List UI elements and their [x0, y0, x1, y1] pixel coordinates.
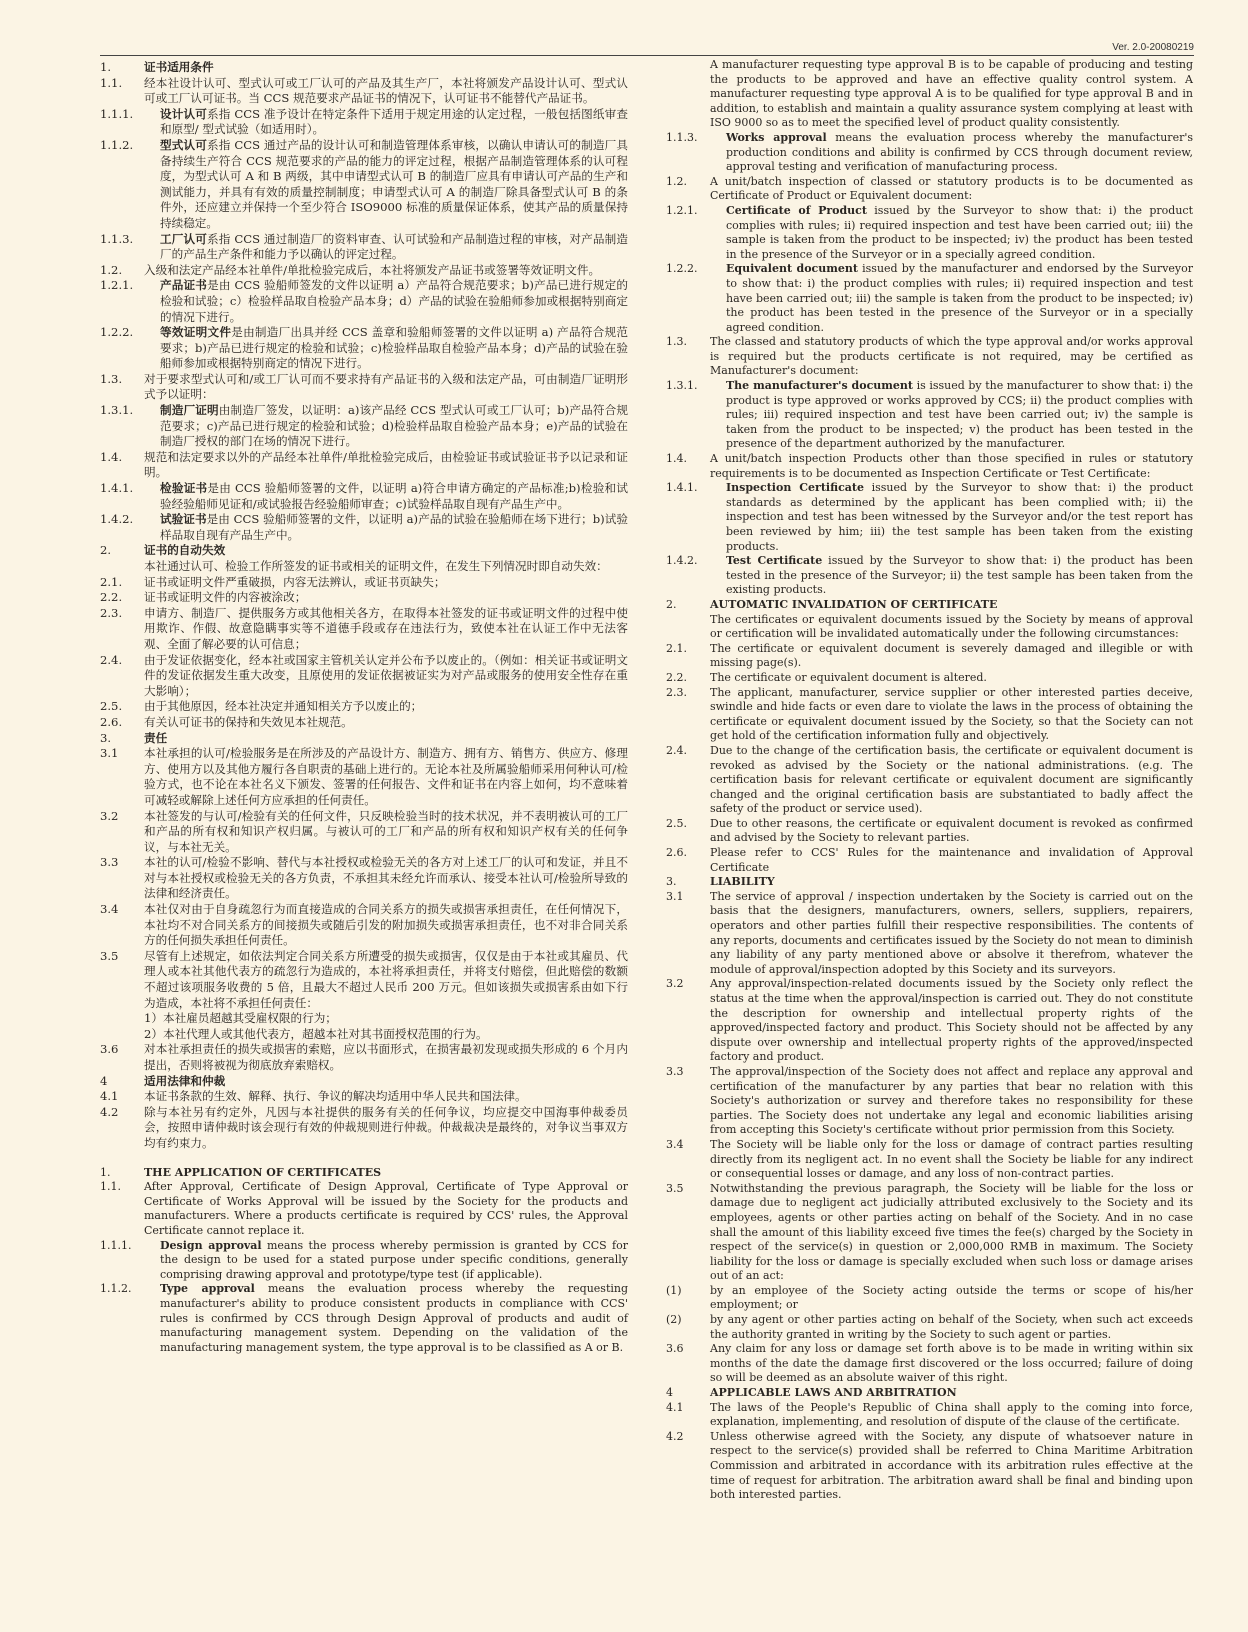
- clause-number: 3.: [666, 875, 677, 889]
- clause-number: 1.4.2.: [666, 554, 698, 568]
- clause-number: 2.2.: [666, 670, 687, 684]
- clause-body: 入级和法定产品经本社单件/单批检验完成后，本社将颁发产品证书或签署等效证明文件。: [144, 262, 601, 277]
- clause-number: 1.: [100, 1165, 111, 1179]
- clause-paragraph: [100, 1042, 628, 1073]
- clause-paragraph: [666, 977, 1193, 1065]
- clause-body: 本证书条款的生效、解释、执行、争议的解决均适用中华人民共和国法律。: [144, 1089, 527, 1104]
- clause-text: [160, 138, 628, 232]
- clause-number: 3.6: [100, 1042, 119, 1057]
- clause-number: 1.3.: [100, 371, 123, 386]
- clause-text: [726, 481, 1193, 554]
- clause-body: 由制造厂签发，以证明：a)该产品经 CCS 型式认可或工厂认可；b)产品符合规范要求；c)产品已进行规定的检验和试验；d)检验样品取自检验产品本身；e)产品的试验在制造厂授权的部门在场的情况下进行。: [160, 403, 628, 449]
- clause-paragraph: [100, 559, 628, 575]
- clause-body: 申请方、制造厂、提供服务方或其他相关各方，在取得本社签发的证书或证明文件的过程中使用欺诈、作假、故意隐瞒事实等不道德手段或存在违法行为，致使本社在认证工作中无法客观、全面了解必要的认可信息；: [144, 605, 628, 651]
- clause-paragraph: [100, 1239, 628, 1283]
- section-heading: [666, 1386, 1193, 1401]
- clause-text: [144, 606, 628, 653]
- clause-paragraph: [100, 325, 628, 372]
- clause-paragraph: [100, 403, 628, 450]
- section-heading: [666, 875, 1193, 890]
- clause-text: [726, 379, 1193, 452]
- clause-paragraph: [100, 1011, 628, 1027]
- right-column: [666, 58, 1193, 1503]
- defined-term: Inspection Certificate: [726, 481, 864, 495]
- clause-number: 4: [666, 1386, 673, 1400]
- clause-number: 3.4: [100, 902, 119, 917]
- clause-text: [144, 949, 628, 1011]
- clause-body: means the evaluation process whereby the requesting manufacturer's ability to produce consistent products in compliance with CCS' rules is confirmed by CCS through Design Approval of products and audit of manufacturing management system. Depending on the validation of the manufacturing management system, the type approval is to be classified as A or B.: [160, 1282, 629, 1354]
- clause-body: After Approval, Certificate of Design Approval, Certificate of Type Approval or Certificate of Works Approval will be issued by the Society for the products and manufacturers. Where a products certificate is required by CCS' rules, the Approval Certificate cannot replace it.: [144, 1180, 628, 1237]
- clause-text: [710, 817, 1193, 846]
- section-heading: [666, 598, 1193, 613]
- clause-text: [710, 1138, 1193, 1182]
- clause-text: [726, 554, 1193, 598]
- clause-text: [710, 1430, 1193, 1503]
- clause-number: 1.4.1.: [666, 481, 698, 495]
- clause-number: 1.4.1.: [100, 481, 134, 496]
- clause-body: 本社签发的与认可/检验有关的任何文件，只反映检验当时的技术状况，并不表明被认可的工厂和产品的所有权和知识产权归属。与被认可的工厂和产品的所有权和知识产权有关的任何争议，与本社无关。: [144, 808, 628, 854]
- clause-number: 2.2.: [100, 590, 123, 605]
- clause-number: 1.2.1.: [100, 278, 134, 293]
- clause-paragraph: [100, 949, 628, 1011]
- clause-number: 4.1: [666, 1400, 684, 1414]
- clause-body: The certificate or equivalent document is altered.: [710, 670, 987, 684]
- clause-paragraph: [100, 263, 628, 279]
- clause-number: 1.1.: [100, 75, 123, 90]
- clause-number: 3.3: [100, 855, 119, 870]
- clause-paragraph: [666, 335, 1193, 379]
- clause-body: Please refer to CCS' Rules for the maintenance and invalidation of Approval Certificate: [710, 846, 1193, 874]
- clause-body: issued by the Surveyor to show that: i) the product standards as determined by the applicant has been complied with; ii) the inspection and test has been witnessed by the Surveyor and/or the test report has been reviewed by him; iii) the test sample has been taken from the existing products.: [726, 481, 1194, 553]
- clause-text: [144, 855, 628, 902]
- clause-paragraph: [666, 1284, 1193, 1313]
- clause-text: [144, 372, 628, 403]
- clause-text: [710, 744, 1193, 817]
- clause-body: A manufacturer requesting type approval B is to be capable of producing and testing the products to be approved and have an effective quality control system. A manufacturer requesting type approval A is to be qualified for type approval B and in addition, to establish and maintain a quality assurance system complying at least with ISO 9000 so as to meet the specified level of product quality consistently.: [710, 58, 1193, 130]
- clause-text: [710, 1065, 1193, 1138]
- clause-paragraph: [100, 1282, 628, 1355]
- clause-body: issued by the Surveyor to show that: i) the product has been tested in the presence of the Surveyor; ii) the test sample has been taken from the existing products.: [726, 554, 1193, 597]
- clause-text: [710, 335, 1193, 379]
- section-heading: [100, 543, 628, 559]
- clause-paragraph: [666, 671, 1193, 686]
- clause-number: 3.6: [666, 1342, 684, 1356]
- section-title: APPLICABLE LAWS AND ARBITRATION: [710, 1386, 957, 1400]
- section-title: LIABILITY: [710, 875, 775, 889]
- clause-body: 尽管有上述规定，如依法判定合同关系方所遭受的损失或损害，仅仅是由于本社或其雇员、代理人或本社其他代表方的疏忽行为造成的，本社将承担责任，并将支付赔偿，但此赔偿的数额不超过该项服务收费的 5 倍，且最大不超过人民币 200 万元。但如该损失或损害系由如下行为造成，本社将不承担任何责任：: [144, 948, 628, 1010]
- clause-paragraph: [666, 554, 1193, 598]
- clause-text: [160, 278, 628, 325]
- clause-number: 1.2.: [100, 262, 123, 277]
- clause-number: 1.2.1.: [666, 203, 698, 217]
- clause-body: 是由 CCS 验船师签发的文件以证明 a）产品符合规范要求；b)产品已进行规定的检验和试验；c）检验样品取自检验产品本身；d）产品的试验在验船师参加或根据特别商定的情况下进行。: [160, 278, 628, 324]
- clause-body: The classed and statutory products of which the type approval and/or works approval is required but the products certificate is not required, may be certified as Manufacturer's document:: [710, 335, 1193, 378]
- clause-body: 系指 CCS 通过产品的设计认可和制造管理体系审核，以确认申请认可的制造厂具备持续生产符合 CCS 规范要求的产品的能力的评定过程，根据产品制造管理体系的认可程度，为型式认可 A 和 B 两级，其中申请型式认可 B 的制造厂应具有申请认可产品的生产和测试能力，并具有有效的质量控制制度；申请型式认可 A 的制造厂除具备型式认可 B 的条件外，还应建立并保持一个至少符合 ISO9000 标准的质量保证体系，使其产品的质量保持持续稳定。: [160, 137, 628, 230]
- clause-paragraph: [100, 855, 628, 902]
- clause-body: A unit/batch inspection of classed or statutory products is to be documented as Certificate of Product or Equivalent document:: [710, 174, 1193, 203]
- clause-number: [100, 1011, 144, 1027]
- clause-body: 本社通过认可、检验工作所签发的证书或相关的证明文件，在发生下列情况时即自动失效：: [144, 559, 608, 573]
- clause-paragraph: [100, 1105, 628, 1152]
- header-rule: [100, 55, 1194, 56]
- clause-number: 1.3.1.: [100, 403, 134, 418]
- clause-paragraph: [100, 138, 628, 232]
- clause-number: (2): [666, 1313, 682, 1327]
- clause-body: The certificates or equivalent documents issued by the Society by means of approval or certification will be invalidated automatically under the following circumstances:: [710, 612, 1193, 641]
- clause-number: 1.1.3.: [100, 231, 134, 246]
- clause-paragraph: [666, 1401, 1193, 1430]
- clause-number: 1.3.1.: [666, 379, 698, 393]
- clause-text: [144, 76, 628, 107]
- section-heading: [100, 1074, 628, 1090]
- clause-number: 2.6.: [666, 846, 687, 860]
- clause-body: 是由 CCS 验船师签署的文件，以证明 a)产品的试验在验船师在场下进行；b)试验样品取自现有产品生产中。: [160, 512, 628, 542]
- section-title: 责任: [144, 730, 168, 745]
- clause-number: 2.3.: [100, 605, 123, 620]
- clause-number: [100, 559, 144, 575]
- clause-paragraph: [100, 512, 628, 543]
- clause-number: 3.3: [666, 1064, 684, 1078]
- clause-paragraph: [100, 481, 628, 512]
- clause-text: [710, 890, 1193, 978]
- section-title: AUTOMATIC INVALIDATION OF CERTIFICATE: [710, 597, 998, 611]
- clause-number: 1.2.2.: [100, 325, 134, 340]
- clause-text: [144, 902, 628, 949]
- section-title: 证书适用条件: [144, 60, 214, 74]
- clause-text: [144, 450, 628, 481]
- clause-text: [144, 653, 628, 700]
- clause-paragraph: [666, 846, 1193, 875]
- clause-paragraph: [100, 107, 628, 138]
- section-title: THE APPLICATION OF CERTIFICATES: [144, 1165, 382, 1179]
- clause-paragraph: [100, 575, 628, 591]
- clause-body: The applicant, manufacturer, service supplier or other interested parties deceive, swindle and hide facts or even dare to violate the laws in the process of obtaining the certificate or equivalent document issued by the Society, so that the Society can not get hold of the certification information fully and objectively.: [710, 685, 1193, 743]
- clause-body: 证书或证明文件严重破损，内容无法辨认，或证书页缺失；: [144, 574, 446, 589]
- clause-text: [160, 1239, 628, 1283]
- clause-number: 4.2: [666, 1429, 684, 1443]
- defined-term: 型式认可: [160, 137, 208, 152]
- clause-number: 4: [100, 1073, 108, 1088]
- clause-body: 是由 CCS 验船师签署的文件，以证明 a)符合申请方确定的产品标准;b)检验和试验经验船师见证和/或试验报告经验船师审查；c)试验样品取自现有产品生产中。: [160, 481, 628, 511]
- clause-number: (1): [666, 1283, 682, 1297]
- clause-number: 1.1.2.: [100, 137, 134, 152]
- clause-paragraph: [666, 817, 1193, 846]
- clause-text: [710, 175, 1193, 204]
- clause-body: 经本社设计认可、型式认可或工厂认可的产品及其生产厂，本社将颁发产品设计认可、型式认可或工厂认可证书。当 CCS 规范要求产品证书的情况下，认可证书不能替代产品证书。: [144, 75, 628, 106]
- clause-text: [144, 590, 628, 606]
- clause-paragraph: [100, 902, 628, 949]
- clause-number: 3.: [100, 730, 112, 745]
- clause-paragraph: [100, 1027, 628, 1043]
- clause-paragraph: [666, 58, 1193, 131]
- clause-paragraph: [666, 1430, 1193, 1503]
- clause-number: 2.4.: [666, 743, 687, 757]
- clause-body: 除与本社另有约定外，凡因与本社提供的服务有关的任何争议，均应提交中国海事仲裁委员会，按照申请仲裁时该会现行有效的仲裁规则进行仲裁。仲裁裁决是最终的，对争议当事双方均有约束力。: [144, 1104, 628, 1150]
- clause-text: [144, 1180, 628, 1238]
- clause-text: [710, 58, 1193, 131]
- clause-number: 1.3.: [666, 335, 687, 349]
- clause-text: [160, 512, 628, 543]
- defined-term: Test Certificate: [726, 554, 823, 568]
- clause-number: 1.2.: [666, 174, 687, 188]
- clause-paragraph: [100, 699, 628, 715]
- defined-term: 设计认可: [160, 106, 208, 121]
- clause-body: 对于要求型式认可和/或工厂认可而不要求持有产品证书的入级和法定产品，可由制造厂证明形式予以证明：: [144, 371, 628, 402]
- defined-term: 等效证明文件: [160, 325, 232, 340]
- clause-text: [160, 1282, 628, 1355]
- defined-term: Equivalent document: [726, 262, 858, 276]
- clause-number: 1.1.1.: [100, 106, 134, 121]
- clause-body: The certificate or equivalent document is severely damaged and illegible or with missing page(s).: [710, 641, 1193, 670]
- clause-text: [710, 1401, 1193, 1430]
- clause-text: [710, 1182, 1193, 1284]
- clause-text: [710, 1284, 1193, 1313]
- clause-number: 1.4.2.: [100, 512, 134, 527]
- clause-body: 系指 CCS 通过制造厂的资料审查、认可试验和产品制造过程的审核，对产品制造厂的产品生产条件和能力予以确认的评定过程。: [160, 231, 628, 262]
- clause-text: [144, 1027, 628, 1043]
- clause-paragraph: [666, 452, 1193, 481]
- clause-number: 1.4.: [100, 449, 123, 464]
- clause-paragraph: [666, 890, 1193, 978]
- clause-body: 规范和法定要求以外的产品经本社单件/单批检验完成后，由检验证书或试验证书予以记录和证明。: [144, 449, 628, 480]
- section-heading: [100, 60, 628, 76]
- clause-text: [144, 715, 628, 731]
- clause-paragraph: [100, 76, 628, 107]
- defined-term: Certificate of Product: [726, 203, 867, 217]
- clause-body: Any claim for any loss or damage set forth above is to be made in writing within six months of the date the damage first discovered or the loss occurred; failure of doing so will be deemed as an absolute waiver of this right.: [710, 1342, 1193, 1385]
- clause-number: 2.1.: [100, 574, 123, 589]
- defined-term: Works approval: [726, 130, 827, 144]
- clause-text: [710, 686, 1193, 744]
- clause-paragraph: [100, 715, 628, 731]
- clause-body: The laws of the People's Republic of China shall apply to the coming into force, explanation, implementing, and resolution of dispute of the clause of the certificate.: [710, 1400, 1193, 1429]
- left-column: [100, 60, 628, 1355]
- clause-body: 由于其他原因，经本社决定并通知相关方予以废止的；: [144, 699, 423, 714]
- clause-number: 1.2.2.: [666, 262, 698, 276]
- defined-term: 制造厂证明: [160, 403, 219, 418]
- clause-number: 2.: [100, 543, 112, 558]
- clause-paragraph: [100, 1089, 628, 1105]
- clause-number: 3.4: [666, 1137, 684, 1151]
- defined-term: 检验证书: [160, 481, 208, 496]
- clause-number: 3.2: [100, 808, 119, 823]
- clause-paragraph: [100, 809, 628, 856]
- clause-paragraph: [100, 1180, 628, 1238]
- defined-term: 产品证书: [160, 278, 208, 293]
- clause-paragraph: [666, 1138, 1193, 1182]
- clause-number: 1.1.1.: [100, 1238, 132, 1252]
- clause-number: 3.1: [666, 889, 684, 903]
- clause-number: 2.6.: [100, 714, 123, 729]
- clause-paragraph: [100, 232, 628, 263]
- section-title: 证书的自动失效: [144, 543, 226, 558]
- clause-text: [710, 452, 1193, 481]
- clause-body: by any agent or other parties acting on behalf of the Society, when such act exceeds the authority granted in writing by the Society to such agent or parties.: [710, 1313, 1193, 1341]
- clause-text: [160, 107, 628, 138]
- clause-body: 有关认可证书的保持和失效见本社规范。: [144, 714, 353, 729]
- clause-text: [144, 1042, 628, 1073]
- clause-body: 是由制造厂出具并经 CCS 盖章和验船师签署的文件以证明 a) 产品符合规范要求；b)产品已进行规定的检验和试验；c)检验样品取自检验产品本身；d)产品的试验在验船师参加或根据特别商定的情况下进行。: [160, 325, 628, 371]
- clause-paragraph: [100, 278, 628, 325]
- clause-text: [710, 613, 1193, 642]
- clause-number: 2.5.: [100, 699, 123, 714]
- clause-number: 1.4.: [666, 452, 687, 466]
- clause-body: Any approval/inspection-related documents issued by the Society only reflect the status at the time when the approval/inspection is carried out. They do not constitute the description for ownership and intellectual property rights of the approved/inspected factory and product. This Society should not be affected by any dispute over ownership and intellectual property rights of the approved/inspected factory and product.: [710, 977, 1193, 1064]
- clause-text: [144, 1105, 628, 1152]
- clause-body: 系指 CCS 准予设计在特定条件下适用于规定用途的认定过程，一般包括图纸审查和原型/ 型式试验（如适用时）。: [160, 106, 628, 137]
- clause-paragraph: [666, 744, 1193, 817]
- clause-number: 3.5: [100, 948, 119, 963]
- clause-text: [144, 263, 628, 279]
- clause-paragraph: [666, 613, 1193, 642]
- clause-body: Due to the change of the certification basis, the certificate or equivalent document is revoked as advised by the Society or the national administrations. (e.g. The certification basis for relevant certificate or equivalent document are significantly changed and the original certification basis are substantiated to badly affect the safety of the product or service used).: [710, 743, 1193, 816]
- clause-text: [726, 131, 1193, 175]
- clause-number: [666, 58, 710, 131]
- clause-text: [726, 262, 1193, 335]
- clause-text: [144, 1089, 628, 1105]
- clause-body: Due to other reasons, the certificate or equivalent document is revoked as confirmed and advised by the Society to relevant parties.: [710, 816, 1193, 845]
- clause-body: means the process whereby permission is granted by CCS for the design to be used for a stated purpose under specific conditions, generally comprising drawing approval and prototype/type test (if applicable).: [160, 1238, 629, 1281]
- clause-number: 3.2: [666, 977, 684, 991]
- clause-text: [144, 699, 628, 715]
- clause-body: 2）本社代理人或其他代表方，超越本社对其书面授权范围的行为。: [144, 1026, 488, 1041]
- clause-paragraph: [666, 204, 1193, 262]
- defined-term: 工厂认可: [160, 231, 208, 246]
- section-title: 适用法律和仲裁: [144, 1073, 226, 1088]
- clause-text: [710, 1342, 1193, 1386]
- clause-body: by an employee of the Society acting outside the terms or scope of his/her employment; or: [710, 1283, 1193, 1312]
- defined-term: The manufacturer's document: [726, 379, 913, 393]
- clause-number: 3.1: [100, 746, 119, 761]
- clause-body: Unless otherwise agreed with the Society, any dispute of whatsoever nature in respect to the service(s) provided shall be referred to China Maritime Arbitration Commission and arbitrated in accordance with its arbitration rules effective at the time of request for arbitration. The arbitration award shall be final and binding upon both interested parties.: [710, 1429, 1193, 1502]
- clause-text: [710, 1313, 1193, 1342]
- clause-text: [144, 575, 628, 591]
- clause-text: [144, 746, 628, 808]
- clause-paragraph: [666, 262, 1193, 335]
- clause-body: 本社的认可/检验不影响、替代与本社授权或检验无关的各方对上述工厂的认可和发证，并且不对与本社授权或检验无关的各方负责，不承担其未经允许而承认、接受本社认可/检验所导致的法律和经济责任。: [144, 855, 628, 901]
- clause-text: [160, 481, 628, 512]
- clause-paragraph: [100, 653, 628, 700]
- clause-paragraph: [666, 1182, 1193, 1284]
- clause-body: issued by the Surveyor to show that: i) the product complies with rules; ii) required inspection and test have been carried out; iii) the sample is taken from the product to be inspected; iv) the product has been tested in the presence of the Surveyor or in a specially agreed condition.: [726, 203, 1193, 261]
- section-heading: [100, 731, 628, 747]
- clause-body: 1）本社雇员超越其受雇权限的行为；: [144, 1011, 337, 1026]
- clause-paragraph: [100, 372, 628, 403]
- clause-body: A unit/batch inspection Products other than those specified in rules or statutory requirements is to be documented as Inspection Certificate or Test Certificate:: [710, 452, 1193, 480]
- clause-number: 2.1.: [666, 641, 687, 655]
- clause-text: [160, 325, 628, 372]
- clause-number: 4.2: [100, 1104, 119, 1119]
- defined-term: Type approval: [160, 1282, 255, 1296]
- clause-paragraph: [666, 1313, 1193, 1342]
- clause-number: 1.: [100, 60, 112, 74]
- clause-number: 2.4.: [100, 652, 123, 667]
- clause-body: 本社承担的认可/检验服务是在所涉及的产品设计方、制造方、拥有方、销售方、供应方、修理方、使用方以及其他方履行各自职责的基础上进行的。无论本社及所属验船师采用何种认可/检验方式，也不论在本社名义下颁发、签署的任何报告、文件和证书在内容上如何，均不意味着可减轻或解除上述任何方应承担的任何责任。: [144, 746, 628, 807]
- clause-number: 2.: [666, 597, 677, 611]
- clause-paragraph: [666, 1065, 1193, 1138]
- section-heading: [100, 1166, 628, 1181]
- clause-body: is issued by the manufacturer to show that: i) the product is type approved or works approved by CCS; ii) the product complies with rules; iii) required inspection and test have been carried out; iv) the sample is taken from the product to be inspected; v) the product has been tested in the presence of the department authorized by the manufacturer.: [726, 379, 1194, 451]
- clause-text: [710, 642, 1193, 671]
- clause-body: 本社仅对由于自身疏忽行为而直接造成的合同关系方的损失或损害承担责任，在任何情况下，本社均不对合同关系方的间接损失或随后引发的附加损失或损害承担责任，也不对非合同关系方的任何损失承担任何责任。: [144, 902, 628, 948]
- clause-text: [144, 559, 628, 575]
- clause-text: [710, 846, 1193, 875]
- clause-paragraph: [100, 606, 628, 653]
- defined-term: 试验证书: [160, 512, 207, 527]
- clause-body: The approval/inspection of the Society does not affect and replace any approval and certification of the manufacturer by any parties that bear no relation with this Society's authorization or survey and therefore takes no responsibility for these parties. The Society does not undertake any legal and economic liabilities arising from accepting this Society's certificate without prior permission from this Society.: [710, 1064, 1193, 1137]
- clause-text: [710, 977, 1193, 1065]
- clause-body: means the evaluation process whereby the manufacturer's production conditions and ability is confirmed by CCS through document review, approval testing and verification of manufacturing process.: [726, 130, 1194, 174]
- clause-number: [666, 613, 710, 642]
- clause-number: 1.1.2.: [100, 1282, 132, 1296]
- clause-text: [144, 809, 628, 856]
- clause-number: [100, 1027, 144, 1043]
- clause-paragraph: [100, 746, 628, 808]
- clause-text: [160, 232, 628, 263]
- clause-paragraph: [666, 481, 1193, 554]
- clause-text: [710, 671, 1193, 686]
- clause-number: 2.3.: [666, 685, 687, 699]
- clause-paragraph: [666, 131, 1193, 175]
- section-spacer: [100, 1152, 628, 1166]
- clause-text: [726, 204, 1193, 262]
- clause-number: 4.1: [100, 1089, 119, 1104]
- version-label: Ver. 2.0-20080219: [1112, 42, 1194, 53]
- clause-body: 由于发证依据变化，经本社或国家主管机关认定并公布予以废止的。（例如：相关证书或证明文件的发证依据发生重大改变，且原使用的发证依据被证实为对产品或服务的使用安全性存在重大影响）；: [144, 652, 628, 698]
- defined-term: Design approval: [160, 1238, 262, 1252]
- clause-number: 1.1.3.: [666, 130, 698, 144]
- clause-body: 对本社承担责任的损失或损害的索赔，应以书面形式，在损害最初发现或损失形成的 6 个月内提出，否则将被视为彻底放弃索赔权。: [144, 1042, 628, 1072]
- clause-number: 1.1.: [100, 1180, 121, 1194]
- clause-body: issued by the manufacturer and endorsed by the Surveyor to show that: i) the product complies with rules; ii) required inspection and test have been carried out; iii) the sample is taken from the product to be inspected; iv) the product has been tested in the presence of the Surveyor or in a specially agreed condition.: [726, 262, 1194, 334]
- clause-body: 证书或证明文件的内容被涂改；: [144, 590, 307, 605]
- clause-paragraph: [666, 175, 1193, 204]
- clause-paragraph: [666, 379, 1193, 452]
- clause-text: [160, 403, 628, 450]
- clause-paragraph: [666, 642, 1193, 671]
- clause-paragraph: [666, 1342, 1193, 1386]
- clause-body: The service of approval / inspection undertaken by the Society is carried out on the basis that the designers, manufacturers, owners, sellers, suppliers, repairers, operators and other parties fulfill their respective responsibilities. The contents of any reports, documents and certificates issued by the Society do not mean to diminish any liability of any party mentioned above or absolve it therefrom, whatever the module of approval/inspection adopted by this Society and its surveyors.: [710, 889, 1193, 976]
- clause-number: 2.5.: [666, 816, 687, 830]
- clause-paragraph: [100, 590, 628, 606]
- clause-number: 3.5: [666, 1181, 684, 1195]
- clause-paragraph: [100, 450, 628, 481]
- clause-body: Notwithstanding the previous paragraph, the Society will be liable for the loss or damage due to negligent act judicially attributed exclusively to the Society and its employees, agents or other parties acting on behalf of the Society. And in no case shall the amount of this liability exceed five times the fee(s) charged by the Society in respect of the service(s) in question or 2,000,000 RMB in maximum. The Society liability for the loss or damage is specially excluded when such loss or damage arises out of an act:: [710, 1181, 1193, 1283]
- clause-paragraph: [666, 686, 1193, 744]
- clause-text: [144, 1011, 628, 1027]
- clause-body: The Society will be liable only for the loss or damage of contract parties resulting directly from its negligent act. In no event shall the Society be liable for any indirect or consequential losses or damage, and any loss of non-contract parties.: [710, 1137, 1193, 1181]
